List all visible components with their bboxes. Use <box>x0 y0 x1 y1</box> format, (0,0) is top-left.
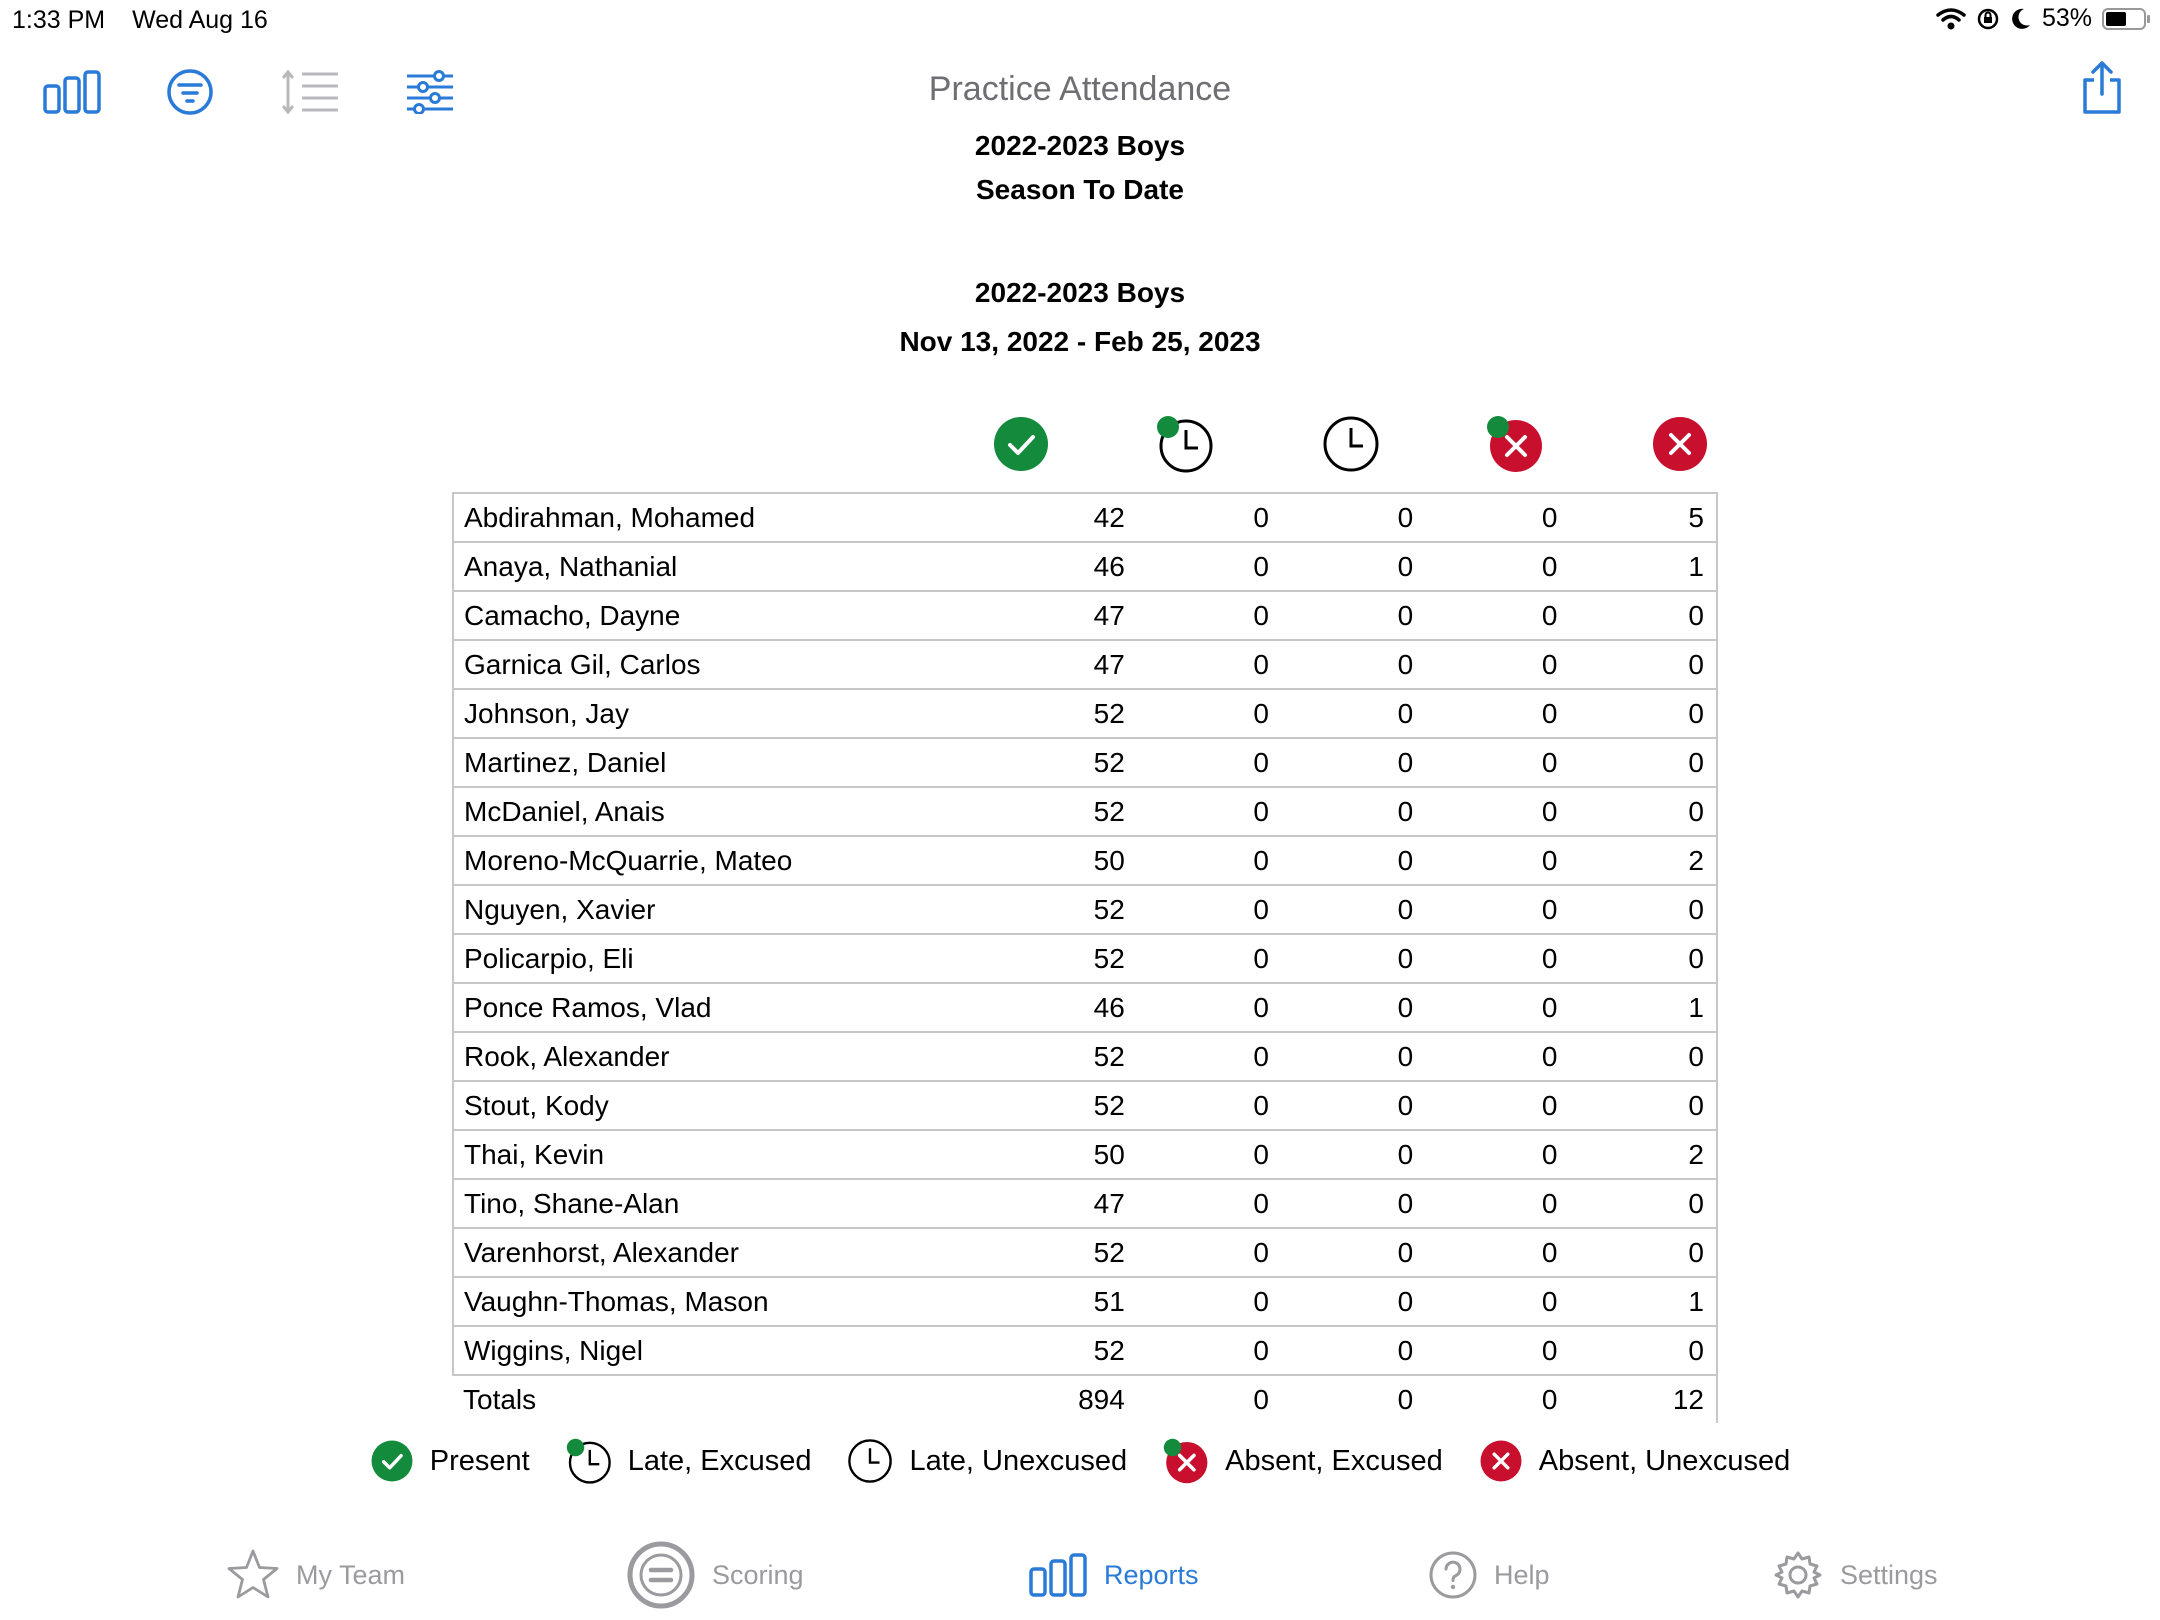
count-absent-excused: 0 <box>1541 1383 1558 1415</box>
count-present: 50 <box>988 836 1137 885</box>
report-team: 2022-2023 Boys <box>974 277 1186 308</box>
count-late-excused: 0 <box>1137 787 1281 836</box>
tab-scoring[interactable] <box>626 1535 804 1615</box>
count-absent-unexcused: 0 <box>1569 885 1717 934</box>
count-absent-unexcused: 0 <box>1569 1081 1717 1130</box>
count-absent-unexcused: 1 <box>1569 1277 1717 1326</box>
count-late-excused: 0 <box>1137 493 1281 542</box>
table-row <box>453 542 1717 591</box>
count-absent-unexcused: 0 <box>1569 787 1717 836</box>
count-late-unexcused: 0 <box>1281 1081 1425 1130</box>
player-name: Garnica Gil, Carlos <box>453 640 988 689</box>
late-unexcused-icon <box>1322 415 1380 473</box>
count-present: 52 <box>988 1326 1137 1375</box>
table-row <box>453 983 1717 1032</box>
player-name: Rook, Alexander <box>453 1032 988 1081</box>
legend-item-present <box>370 1439 530 1483</box>
count-late-excused: 0 <box>1137 1032 1281 1081</box>
table-row <box>453 689 1717 738</box>
count-absent-excused: 0 <box>1425 1228 1569 1277</box>
count-absent-unexcused: 0 <box>1569 1326 1717 1375</box>
count-present: 50 <box>988 1130 1137 1179</box>
bar-chart-icon <box>1028 1553 1088 1597</box>
count-late-excused: 0 <box>1137 934 1281 983</box>
count-absent-unexcused: 1 <box>1569 983 1717 1032</box>
help-icon <box>1428 1550 1478 1600</box>
count-late-excused: 0 <box>1253 1383 1269 1415</box>
count-present: 47 <box>988 1179 1137 1228</box>
tab-reports[interactable] <box>1028 1535 1199 1615</box>
count-late-unexcused: 0 <box>1281 787 1425 836</box>
count-late-excused: 0 <box>1137 885 1281 934</box>
count-absent-unexcused: 1 <box>1569 542 1717 591</box>
table-row <box>453 1326 1717 1375</box>
page-title: Practice Attendance <box>928 70 1232 108</box>
count-absent-excused: 0 <box>1425 689 1569 738</box>
count-absent-unexcused: 0 <box>1569 1179 1717 1228</box>
player-name: Wiggins, Nigel <box>453 1326 988 1375</box>
count-late-unexcused: 0 <box>1281 885 1425 934</box>
star-icon <box>226 1548 280 1602</box>
legend-label: Late, Unexcused <box>909 1444 1128 1477</box>
count-present: 52 <box>988 1032 1137 1081</box>
tab-settings[interactable] <box>1772 1535 1938 1615</box>
count-late-unexcused: 0 <box>1281 542 1425 591</box>
count-late-unexcused: 0 <box>1281 1032 1425 1081</box>
gear-icon <box>1772 1549 1824 1601</box>
player-name: Anaya, Nathanial <box>453 542 988 591</box>
count-absent-excused: 0 <box>1425 591 1569 640</box>
count-absent-excused: 0 <box>1425 787 1569 836</box>
table-row <box>453 934 1717 983</box>
count-late-excused: 0 <box>1137 983 1281 1032</box>
count-absent-unexcused: 0 <box>1569 591 1717 640</box>
count-absent-excused: 0 <box>1425 1326 1569 1375</box>
table-row <box>453 836 1717 885</box>
count-late-unexcused: 0 <box>1281 836 1425 885</box>
tab-bar <box>0 1535 2160 1620</box>
count-late-unexcused: 0 <box>1281 934 1425 983</box>
totals-row <box>453 1375 1717 1423</box>
count-late-unexcused: 0 <box>1281 591 1425 640</box>
table-row <box>453 591 1717 640</box>
count-late-excused: 0 <box>1137 591 1281 640</box>
count-late-excused: 0 <box>1137 1130 1281 1179</box>
moon-icon <box>2010 7 2032 31</box>
count-late-excused: 0 <box>1137 1277 1281 1326</box>
tab-label: Settings <box>1840 1559 1938 1590</box>
table-row <box>453 1277 1717 1326</box>
tab-help[interactable] <box>1428 1535 1550 1615</box>
count-absent-excused: 0 <box>1425 1179 1569 1228</box>
player-name: Johnson, Jay <box>453 689 988 738</box>
count-absent-excused: 0 <box>1425 1032 1569 1081</box>
count-late-excused: 0 <box>1137 836 1281 885</box>
player-name: Camacho, Dayne <box>453 591 988 640</box>
count-absent-excused: 0 <box>1425 885 1569 934</box>
battery-icon <box>2102 7 2152 31</box>
legend-label: Present <box>429 1444 530 1477</box>
count-present: 894 <box>1078 1383 1125 1415</box>
count-late-unexcused: 0 <box>1281 493 1425 542</box>
absent-excused-icon <box>1486 415 1544 473</box>
count-absent-excused: 0 <box>1425 1130 1569 1179</box>
count-absent-unexcused: 5 <box>1569 493 1717 542</box>
count-late-unexcused: 0 <box>1281 1326 1425 1375</box>
count-absent-excused: 0 <box>1425 836 1569 885</box>
count-absent-unexcused: 0 <box>1569 689 1717 738</box>
orientation-lock-icon <box>1976 7 2000 31</box>
count-absent-excused: 0 <box>1425 934 1569 983</box>
count-late-excused: 0 <box>1137 1228 1281 1277</box>
count-absent-excused: 0 <box>1425 493 1569 542</box>
count-present: 52 <box>988 1228 1137 1277</box>
table-row <box>453 1032 1717 1081</box>
table-row <box>453 640 1717 689</box>
legend-item-late-unexcused <box>847 1438 1127 1484</box>
count-late-unexcused: 0 <box>1281 640 1425 689</box>
count-late-excused: 0 <box>1137 542 1281 591</box>
legend-label: Absent, Excused <box>1225 1444 1443 1477</box>
present-icon <box>370 1439 414 1483</box>
absent-unexcused-icon <box>1651 415 1709 473</box>
status-date: Wed Aug 16 <box>132 6 268 34</box>
count-present: 42 <box>988 493 1137 542</box>
battery-percent: 53% <box>2041 4 2092 32</box>
count-late-unexcused: 0 <box>1281 1130 1425 1179</box>
table-row <box>453 1228 1717 1277</box>
player-name: Moreno-McQuarrie, Mateo <box>453 836 988 885</box>
count-absent-unexcused: 0 <box>1569 738 1717 787</box>
tab-label: Scoring <box>712 1559 804 1590</box>
count-absent-excused: 0 <box>1425 983 1569 1032</box>
count-late-excused: 0 <box>1137 1326 1281 1375</box>
attendance-table <box>452 492 1718 1423</box>
page-subtitle-team: 2022-2023 Boys <box>974 130 1186 161</box>
count-absent-excused: 0 <box>1425 542 1569 591</box>
count-present: 47 <box>988 591 1137 640</box>
player-name: Martinez, Daniel <box>453 738 988 787</box>
count-absent-excused: 0 <box>1425 1081 1569 1130</box>
count-absent-unexcused: 12 <box>1569 1375 1717 1423</box>
count-present: 52 <box>988 738 1137 787</box>
legend-item-absent-excused <box>1163 1438 1443 1484</box>
table-row <box>453 1130 1717 1179</box>
count-present: 52 <box>988 1081 1137 1130</box>
count-absent-excused: 0 <box>1425 1277 1569 1326</box>
legend-label: Absent, Unexcused <box>1538 1444 1791 1477</box>
table-row <box>453 1179 1717 1228</box>
count-late-unexcused: 0 <box>1397 1383 1414 1415</box>
present-icon <box>992 415 1050 473</box>
legend-item-absent-unexcused <box>1479 1439 1790 1483</box>
count-absent-unexcused: 2 <box>1569 1130 1717 1179</box>
count-absent-unexcused: 0 <box>1569 934 1717 983</box>
late-excused-icon <box>566 1438 612 1484</box>
player-name: Abdirahman, Mohamed <box>453 493 988 542</box>
table-row <box>453 1081 1717 1130</box>
player-name: Ponce Ramos, Vlad <box>453 983 988 1032</box>
count-late-unexcused: 0 <box>1281 738 1425 787</box>
status-bar <box>0 0 2160 40</box>
count-late-unexcused: 0 <box>1281 1277 1425 1326</box>
player-name: Thai, Kevin <box>453 1130 988 1179</box>
count-absent-excused: 0 <box>1425 640 1569 689</box>
count-late-excused: 0 <box>1137 1081 1281 1130</box>
count-present: 52 <box>988 787 1137 836</box>
count-present: 46 <box>988 983 1137 1032</box>
count-absent-unexcused: 0 <box>1569 640 1717 689</box>
player-name: Tino, Shane-Alan <box>453 1179 988 1228</box>
table-row <box>453 885 1717 934</box>
wifi-icon <box>1936 7 1966 31</box>
legend <box>0 1438 2160 1484</box>
tab-label: Help <box>1494 1559 1550 1590</box>
absent-excused-icon <box>1163 1438 1209 1484</box>
legend-label: Late, Excused <box>627 1444 812 1477</box>
count-absent-unexcused: 0 <box>1569 1228 1717 1277</box>
count-absent-excused: 0 <box>1425 738 1569 787</box>
table-row <box>453 493 1717 542</box>
table-row <box>453 738 1717 787</box>
table-row <box>453 787 1717 836</box>
report-date-range: Nov 13, 2022 - Feb 25, 2023 <box>899 326 1261 357</box>
player-name: Vaughn-Thomas, Mason <box>453 1277 988 1326</box>
scoring-icon <box>626 1540 696 1610</box>
player-name: Nguyen, Xavier <box>453 885 988 934</box>
count-present: 52 <box>988 689 1137 738</box>
late-unexcused-icon <box>847 1438 893 1484</box>
tab-my-team[interactable] <box>226 1535 405 1615</box>
count-present: 52 <box>988 934 1137 983</box>
count-late-excused: 0 <box>1137 689 1281 738</box>
late-excused-icon <box>1156 415 1214 473</box>
count-late-unexcused: 0 <box>1281 983 1425 1032</box>
player-name: Varenhorst, Alexander <box>453 1228 988 1277</box>
count-present: 46 <box>988 542 1137 591</box>
count-present: 47 <box>988 640 1137 689</box>
count-absent-unexcused: 0 <box>1569 1032 1717 1081</box>
absent-unexcused-icon <box>1479 1439 1523 1483</box>
count-absent-unexcused: 2 <box>1569 836 1717 885</box>
count-late-excused: 0 <box>1137 640 1281 689</box>
tab-label: My Team <box>296 1559 406 1590</box>
totals-label: Totals <box>463 1383 537 1415</box>
legend-item-late-excused <box>566 1438 812 1484</box>
player-name: McDaniel, Anais <box>453 787 988 836</box>
count-late-excused: 0 <box>1137 738 1281 787</box>
count-late-unexcused: 0 <box>1281 689 1425 738</box>
player-name: Policarpio, Eli <box>453 934 988 983</box>
count-present: 51 <box>988 1277 1137 1326</box>
count-present: 52 <box>988 885 1137 934</box>
status-time: 1:33 PM <box>12 6 106 34</box>
tab-label: Reports <box>1104 1559 1199 1590</box>
count-late-unexcused: 0 <box>1281 1179 1425 1228</box>
count-late-unexcused: 0 <box>1281 1228 1425 1277</box>
page-subtitle-period: Season To Date <box>976 174 1184 205</box>
column-header-icons <box>0 415 2160 475</box>
player-name: Stout, Kody <box>453 1081 988 1130</box>
count-late-excused: 0 <box>1137 1179 1281 1228</box>
